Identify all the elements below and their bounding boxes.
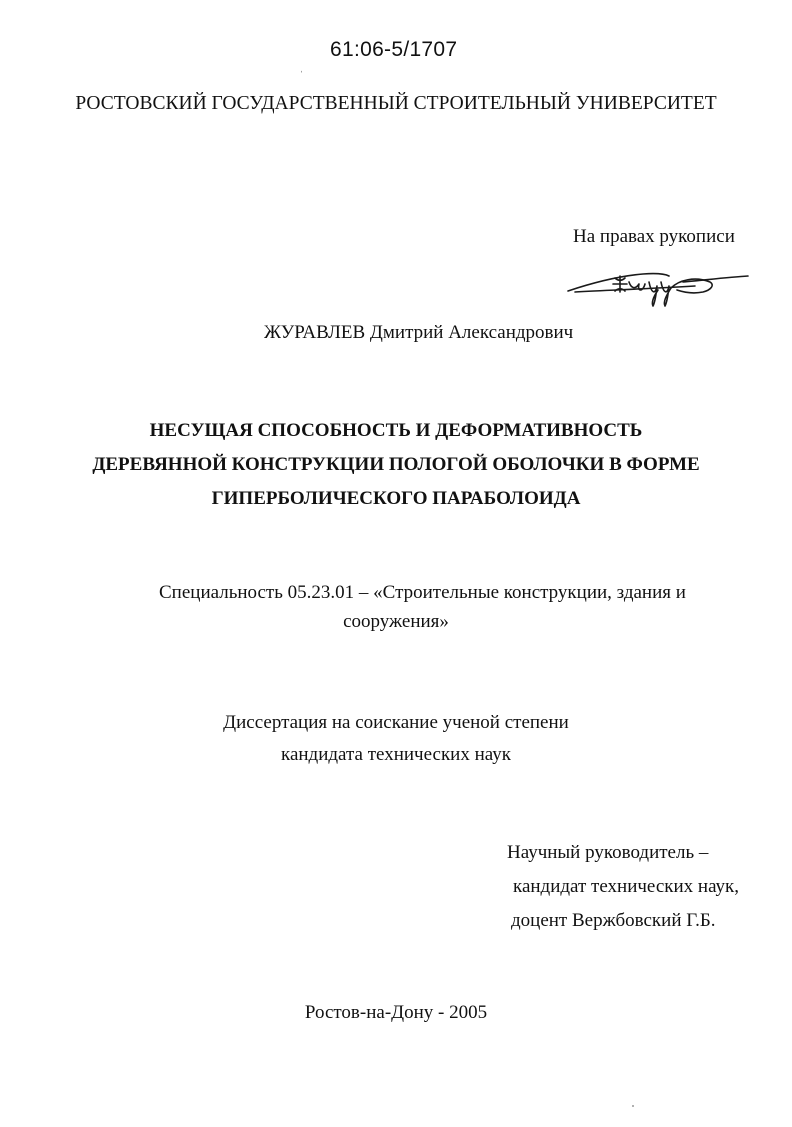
- handwritten-signature-icon: [565, 262, 750, 310]
- manuscript-note: На правах рукописи: [573, 226, 735, 247]
- archive-code: 61:06-5/1707: [330, 38, 458, 61]
- advisor-line-1: Научный руководитель –: [507, 842, 709, 863]
- dissertation-title-line-1: НЕСУЩАЯ СПОСОБНОСТЬ И ДЕФОРМАТИВНОСТЬ: [149, 420, 643, 441]
- university-name: РОСТОВСКИЙ ГОСУДАРСТВЕННЫЙ СТРОИТЕЛЬНЫЙ УНИВЕРСИТЕТ: [75, 93, 717, 114]
- dissertation-title-line-3: ГИПЕРБОЛИЧЕСКОГО ПАРАБОЛОИДА: [211, 488, 581, 509]
- degree-line-2: кандидата технических наук: [281, 744, 511, 765]
- specialty-line-2: сооружения»: [343, 611, 449, 632]
- specialty-line-1: Специальность 05.23.01 – «Строительные конструкции, здания и: [159, 582, 686, 603]
- city-year: Ростов-на-Дону - 2005: [304, 1002, 488, 1023]
- scan-speck: ˈ: [300, 70, 304, 81]
- author-name: ЖУРАВЛЕВ Дмитрий Александрович: [264, 322, 574, 343]
- scan-dot: [632, 1105, 634, 1107]
- advisor-line-2: кандидат технических наук,: [513, 876, 740, 897]
- advisor-line-3: доцент Вержбовский Г.Б.: [511, 910, 716, 931]
- degree-line-1: Диссертация на соискание ученой степени: [223, 712, 569, 733]
- dissertation-title-line-2: ДЕРЕВЯННОЙ КОНСТРУКЦИИ ПОЛОГОЙ ОБОЛОЧКИ В ФОРМЕ: [92, 454, 700, 475]
